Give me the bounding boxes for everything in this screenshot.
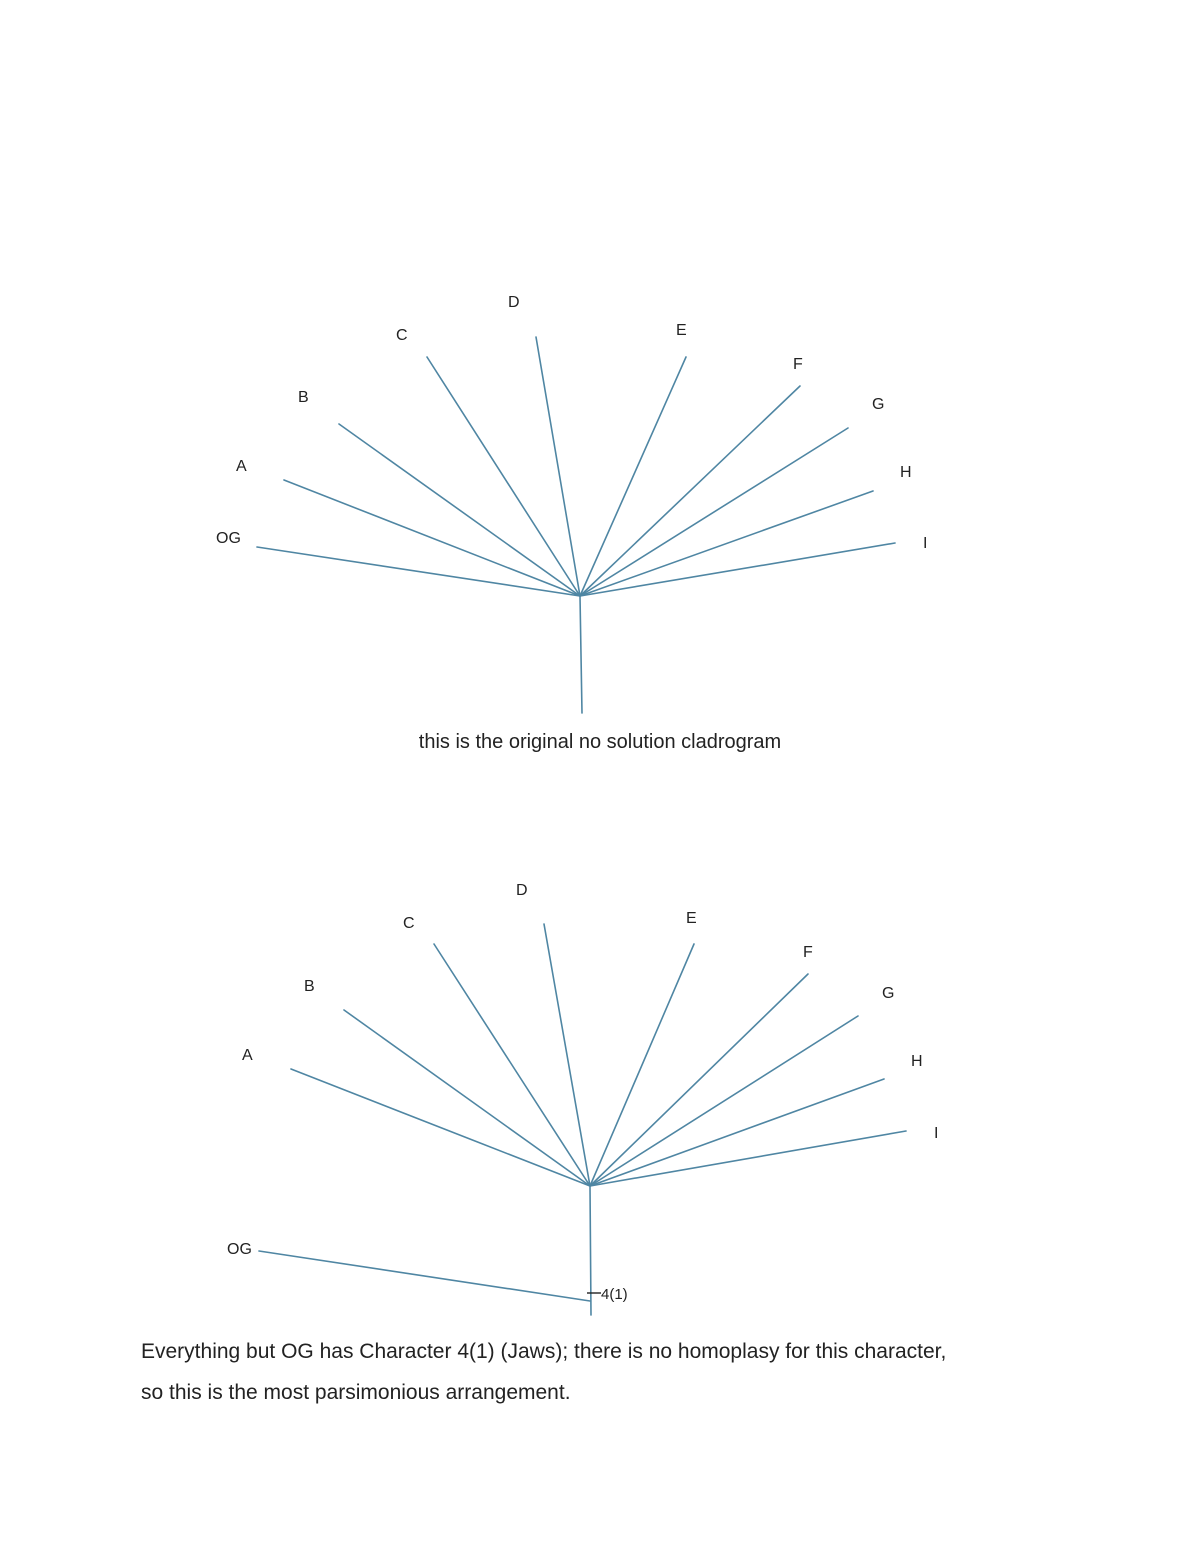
tip-label-i: I: [934, 1125, 939, 1142]
branch-a: [291, 1069, 590, 1186]
branch-a: [284, 480, 580, 596]
tip-label-og: OG: [216, 530, 241, 547]
branch-h: [580, 491, 873, 596]
branch-e: [590, 944, 694, 1186]
cladogram-solution: [227, 882, 938, 1315]
branch-d: [544, 924, 590, 1186]
tip-label-i: I: [923, 535, 928, 552]
tip-label-f: F: [803, 944, 813, 961]
tip-label-d: D: [516, 882, 528, 899]
tip-label-a: A: [242, 1047, 253, 1064]
tip-label-b: B: [304, 978, 315, 995]
branch-og: [259, 1251, 590, 1301]
branch-d: [536, 337, 580, 596]
tip-label-og: OG: [227, 1241, 252, 1258]
explanation-line-2: so this is the most parsimonious arrangement.: [141, 1381, 571, 1404]
branch-b: [344, 1010, 590, 1186]
cladogram-caption: this is the original no solution cladrogram: [418, 731, 782, 753]
tip-label-b: B: [298, 389, 309, 406]
tip-label-c: C: [403, 915, 415, 932]
branch-c: [434, 944, 590, 1186]
branch-og: [257, 547, 580, 596]
tip-label-e: E: [676, 322, 687, 339]
branch-g: [590, 1016, 858, 1186]
explanation-line-1: Everything but OG has Character 4(1) (Jaws); there is no homoplasy for this character,: [141, 1340, 947, 1363]
branch-c: [427, 357, 580, 596]
root-branch: [580, 596, 582, 713]
branch-h: [590, 1079, 884, 1186]
character-label: 4(1): [601, 1286, 628, 1303]
tip-label-f: F: [793, 356, 803, 373]
branch-b: [339, 424, 580, 596]
tip-label-g: G: [872, 396, 885, 413]
cladogram-original: [216, 294, 927, 713]
tip-label-h: H: [900, 464, 912, 481]
tip-label-d: D: [508, 294, 520, 311]
tip-label-g: G: [882, 985, 895, 1002]
ingroup-stem: [590, 1186, 591, 1315]
tip-label-a: A: [236, 458, 247, 475]
branch-g: [580, 428, 848, 596]
branch-e: [580, 357, 686, 596]
tip-label-h: H: [911, 1053, 923, 1070]
tip-label-c: C: [396, 327, 408, 344]
tip-label-e: E: [686, 910, 697, 927]
